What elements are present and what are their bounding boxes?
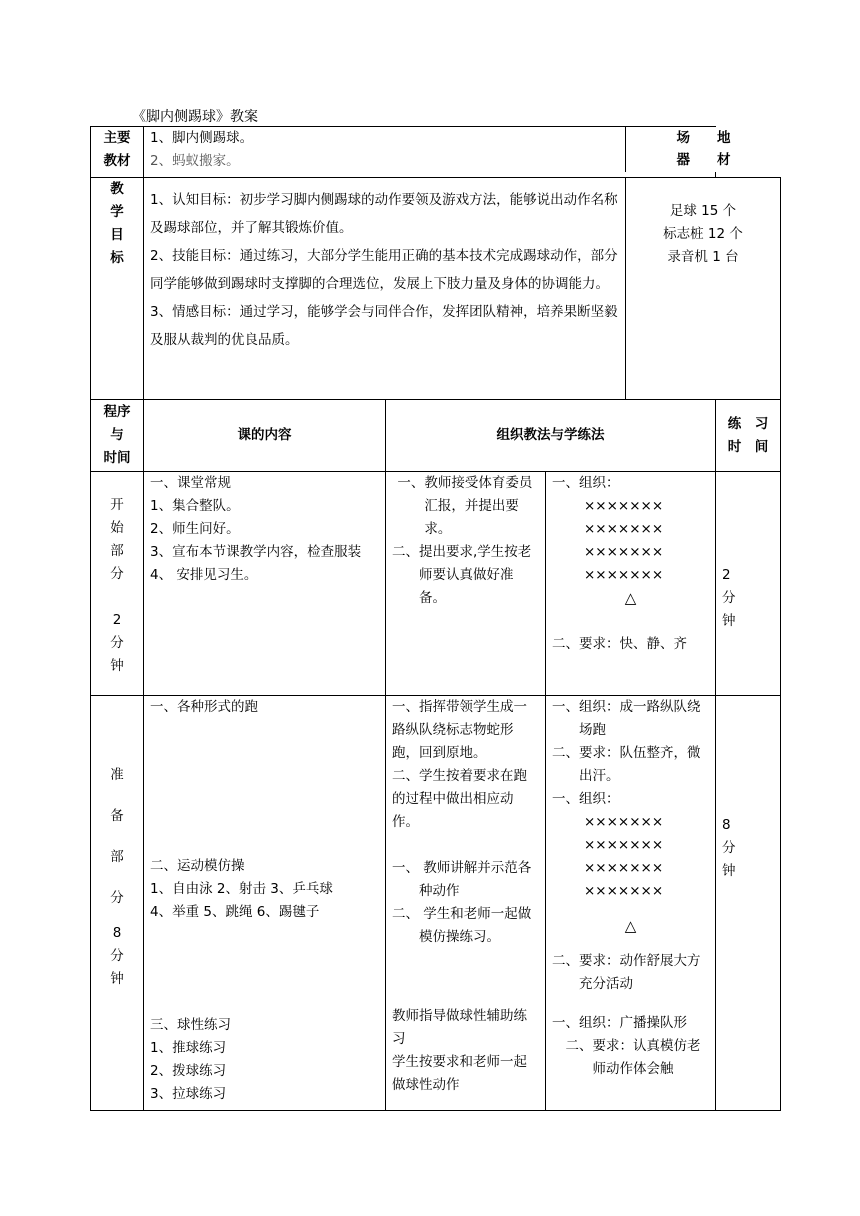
start-content-line: 2、师生问好。 xyxy=(150,521,240,537)
formation-row: ××××××× xyxy=(584,860,664,876)
start-content-cell xyxy=(144,472,386,696)
teacher-position-icon: △ xyxy=(624,917,637,935)
prep-content-cell xyxy=(144,696,386,1111)
prep-content-line: 1、自由泳 2、射击 3、乒乓球 xyxy=(150,881,333,897)
affective-goal: 3、情感目标：通过学习，能够学会与同伴合作，发挥团队精神，培养果断坚毅及服从裁判的优良品质。 xyxy=(150,304,618,348)
start-label-char: 开 xyxy=(110,497,124,513)
start-content-line: 4、 安排见习生。 xyxy=(150,567,258,583)
start-label-char: 2 xyxy=(112,612,122,628)
prep-label-char: 备 xyxy=(110,808,124,824)
start-content-line: 3、宣布本节课教学内容，检查服装 xyxy=(150,544,362,560)
start-label-char: 分 xyxy=(110,566,124,582)
prep-section-row xyxy=(91,696,781,1111)
formation-row: ××××××× xyxy=(584,883,664,899)
goals-label-char: 目 xyxy=(110,227,124,243)
teacher-position-icon: △ xyxy=(624,589,637,607)
cognitive-goal: 1、认知目标：初步学习脚内侧踢球的动作要领及游戏方法，能够说出动作名称及踢球部位，并了解其锻炼价值。 xyxy=(150,192,618,236)
lesson-plan-table xyxy=(90,126,781,1111)
main-materials-label-cell xyxy=(91,127,144,178)
prep-org-title: 一、组织： xyxy=(552,791,620,807)
prep-content-line: 1、推球练习 xyxy=(150,1040,227,1056)
prep-section-label xyxy=(91,696,144,1111)
start-label-char: 钟 xyxy=(110,658,124,674)
start-content-line: 1、集合整队。 xyxy=(150,498,240,514)
start-method-cell xyxy=(386,472,546,696)
start-time-cell xyxy=(716,472,781,696)
prep-label-char: 部 xyxy=(110,849,124,865)
material-item-1: 1、脚内侧踢球。 xyxy=(150,130,254,146)
practice-time-header xyxy=(716,400,781,472)
prep-time-line: 8 xyxy=(722,817,731,833)
goals-cell xyxy=(144,178,626,400)
procedure-header-line: 与 xyxy=(110,427,124,443)
start-label-char: 分 xyxy=(110,635,124,651)
prep-org-line: 二、要求：队伍整齐，微出汗。 xyxy=(552,745,701,784)
start-time-line: 钟 xyxy=(722,613,736,629)
start-content-line: 一、课堂常规 xyxy=(150,475,231,491)
formation-row: ××××××× xyxy=(584,521,664,537)
goals-label-char: 学 xyxy=(110,204,124,220)
prep-time-cell xyxy=(716,696,781,1111)
start-method-line: 二、提出要求,学生按老师要认真做好准备。 xyxy=(392,544,532,606)
prep-org-line: 一、组织：成一路纵队绕场跑 xyxy=(552,699,701,738)
content-header: 课的内容 xyxy=(144,400,386,472)
prep-method-line: 学生按要求和老师一起做球性动作 xyxy=(392,1054,527,1093)
prep-content-line: 2、拨球练习 xyxy=(150,1063,227,1079)
start-section-row xyxy=(91,472,781,696)
prep-method-line: 教师指导做球性辅助练习 xyxy=(392,1008,527,1047)
prep-content-line: 4、举重 5、跳绳 6、踢毽子 xyxy=(150,904,320,920)
practice-time-header-line: 练 习 xyxy=(727,415,769,432)
prep-label-char: 分 xyxy=(110,948,124,964)
prep-method-line: 二、学生按着要求在跑的过程中做出相应动作。 xyxy=(392,768,527,830)
material-item-2: 2、蚂蚁搬家。 xyxy=(150,153,240,169)
method-header: 组织教法与学练法 xyxy=(386,400,716,472)
prep-org-line: 二、要求：认真模仿老师动作体会触 xyxy=(565,1038,701,1077)
formation-row: ××××××× xyxy=(584,837,664,853)
start-time-line: 分 xyxy=(722,590,736,606)
prep-label-char: 钟 xyxy=(110,971,124,987)
goals-label-char: 教 xyxy=(110,181,124,197)
formation-row: ××××××× xyxy=(584,814,664,830)
prep-content-line: 三、球性练习 xyxy=(150,1017,231,1033)
prep-method-cell xyxy=(386,696,546,1111)
prep-label-char: 8 xyxy=(112,925,122,941)
goals-label-cell xyxy=(91,178,144,400)
equipment-markers: 标志桩 12 个 xyxy=(663,226,743,242)
prep-organization-cell xyxy=(546,696,716,1111)
start-label-char: 部 xyxy=(110,543,124,559)
start-time-line: 2 xyxy=(722,567,731,583)
start-organization-cell xyxy=(546,472,716,696)
main-materials-label: 主要教材 xyxy=(103,130,131,169)
prep-content-line: 3、拉球练习 xyxy=(150,1086,227,1102)
procedure-header xyxy=(91,400,144,472)
teaching-goals-row xyxy=(91,178,781,400)
prep-label-char: 准 xyxy=(110,767,124,783)
formation-row: ××××××× xyxy=(584,498,664,514)
document-title: 《脚内侧踢球》教案 xyxy=(132,109,258,125)
start-requirement: 二、要求：快、静、齐 xyxy=(552,636,687,652)
venue-label: 场 地 xyxy=(676,130,731,146)
prep-method-line: 一、指挥带领学生成一路纵队绕标志物蛇形跑，回到原地。 xyxy=(392,699,527,761)
prep-org-requirement: 二、要求：动作舒展大方充分活动 xyxy=(552,953,701,992)
procedure-header-line: 时间 xyxy=(103,450,131,466)
start-org-title: 一、组织： xyxy=(552,475,620,491)
equipment-label: 器 材 xyxy=(676,152,731,168)
start-method-line: 一、教师接受体育委员汇报，并提出要求。 xyxy=(397,475,533,537)
skill-goal: 2、技能目标：通过练习，大部分学生能用正确的基本技术完成踢球动作，部分同学能够做到踢球时支撑脚的合理选位，发展上下肢力量及身体的协调能力。 xyxy=(150,248,618,292)
column-header-row xyxy=(91,400,781,472)
prep-org-line: 一、组织：广播操队形 xyxy=(552,1015,687,1031)
prep-method-line: 一、 教师讲解并示范各种动作 xyxy=(392,860,532,899)
prep-time-line: 钟 xyxy=(722,863,736,879)
prep-label-char: 分 xyxy=(110,890,124,906)
formation-row: ××××××× xyxy=(584,544,664,560)
start-section-label xyxy=(91,472,144,696)
prep-method-line: 二、 学生和老师一起做模仿操练习。 xyxy=(392,906,532,945)
start-label-char: 始 xyxy=(110,520,124,536)
goals-label-char: 标 xyxy=(110,250,124,266)
procedure-header-line: 程序 xyxy=(103,404,131,420)
equipment-recorder: 录音机 1 台 xyxy=(667,249,739,265)
practice-time-header-line: 时 间 xyxy=(727,438,769,455)
formation-row: ××××××× xyxy=(584,567,664,583)
venue-equipment-header xyxy=(625,127,781,172)
equipment-football: 足球 15 个 xyxy=(669,203,737,219)
prep-content-line: 二、运动模仿操 xyxy=(150,858,245,874)
prep-time-line: 分 xyxy=(722,840,736,856)
prep-content-line: 一、各种形式的跑 xyxy=(150,699,258,715)
equipment-cell xyxy=(626,178,781,400)
